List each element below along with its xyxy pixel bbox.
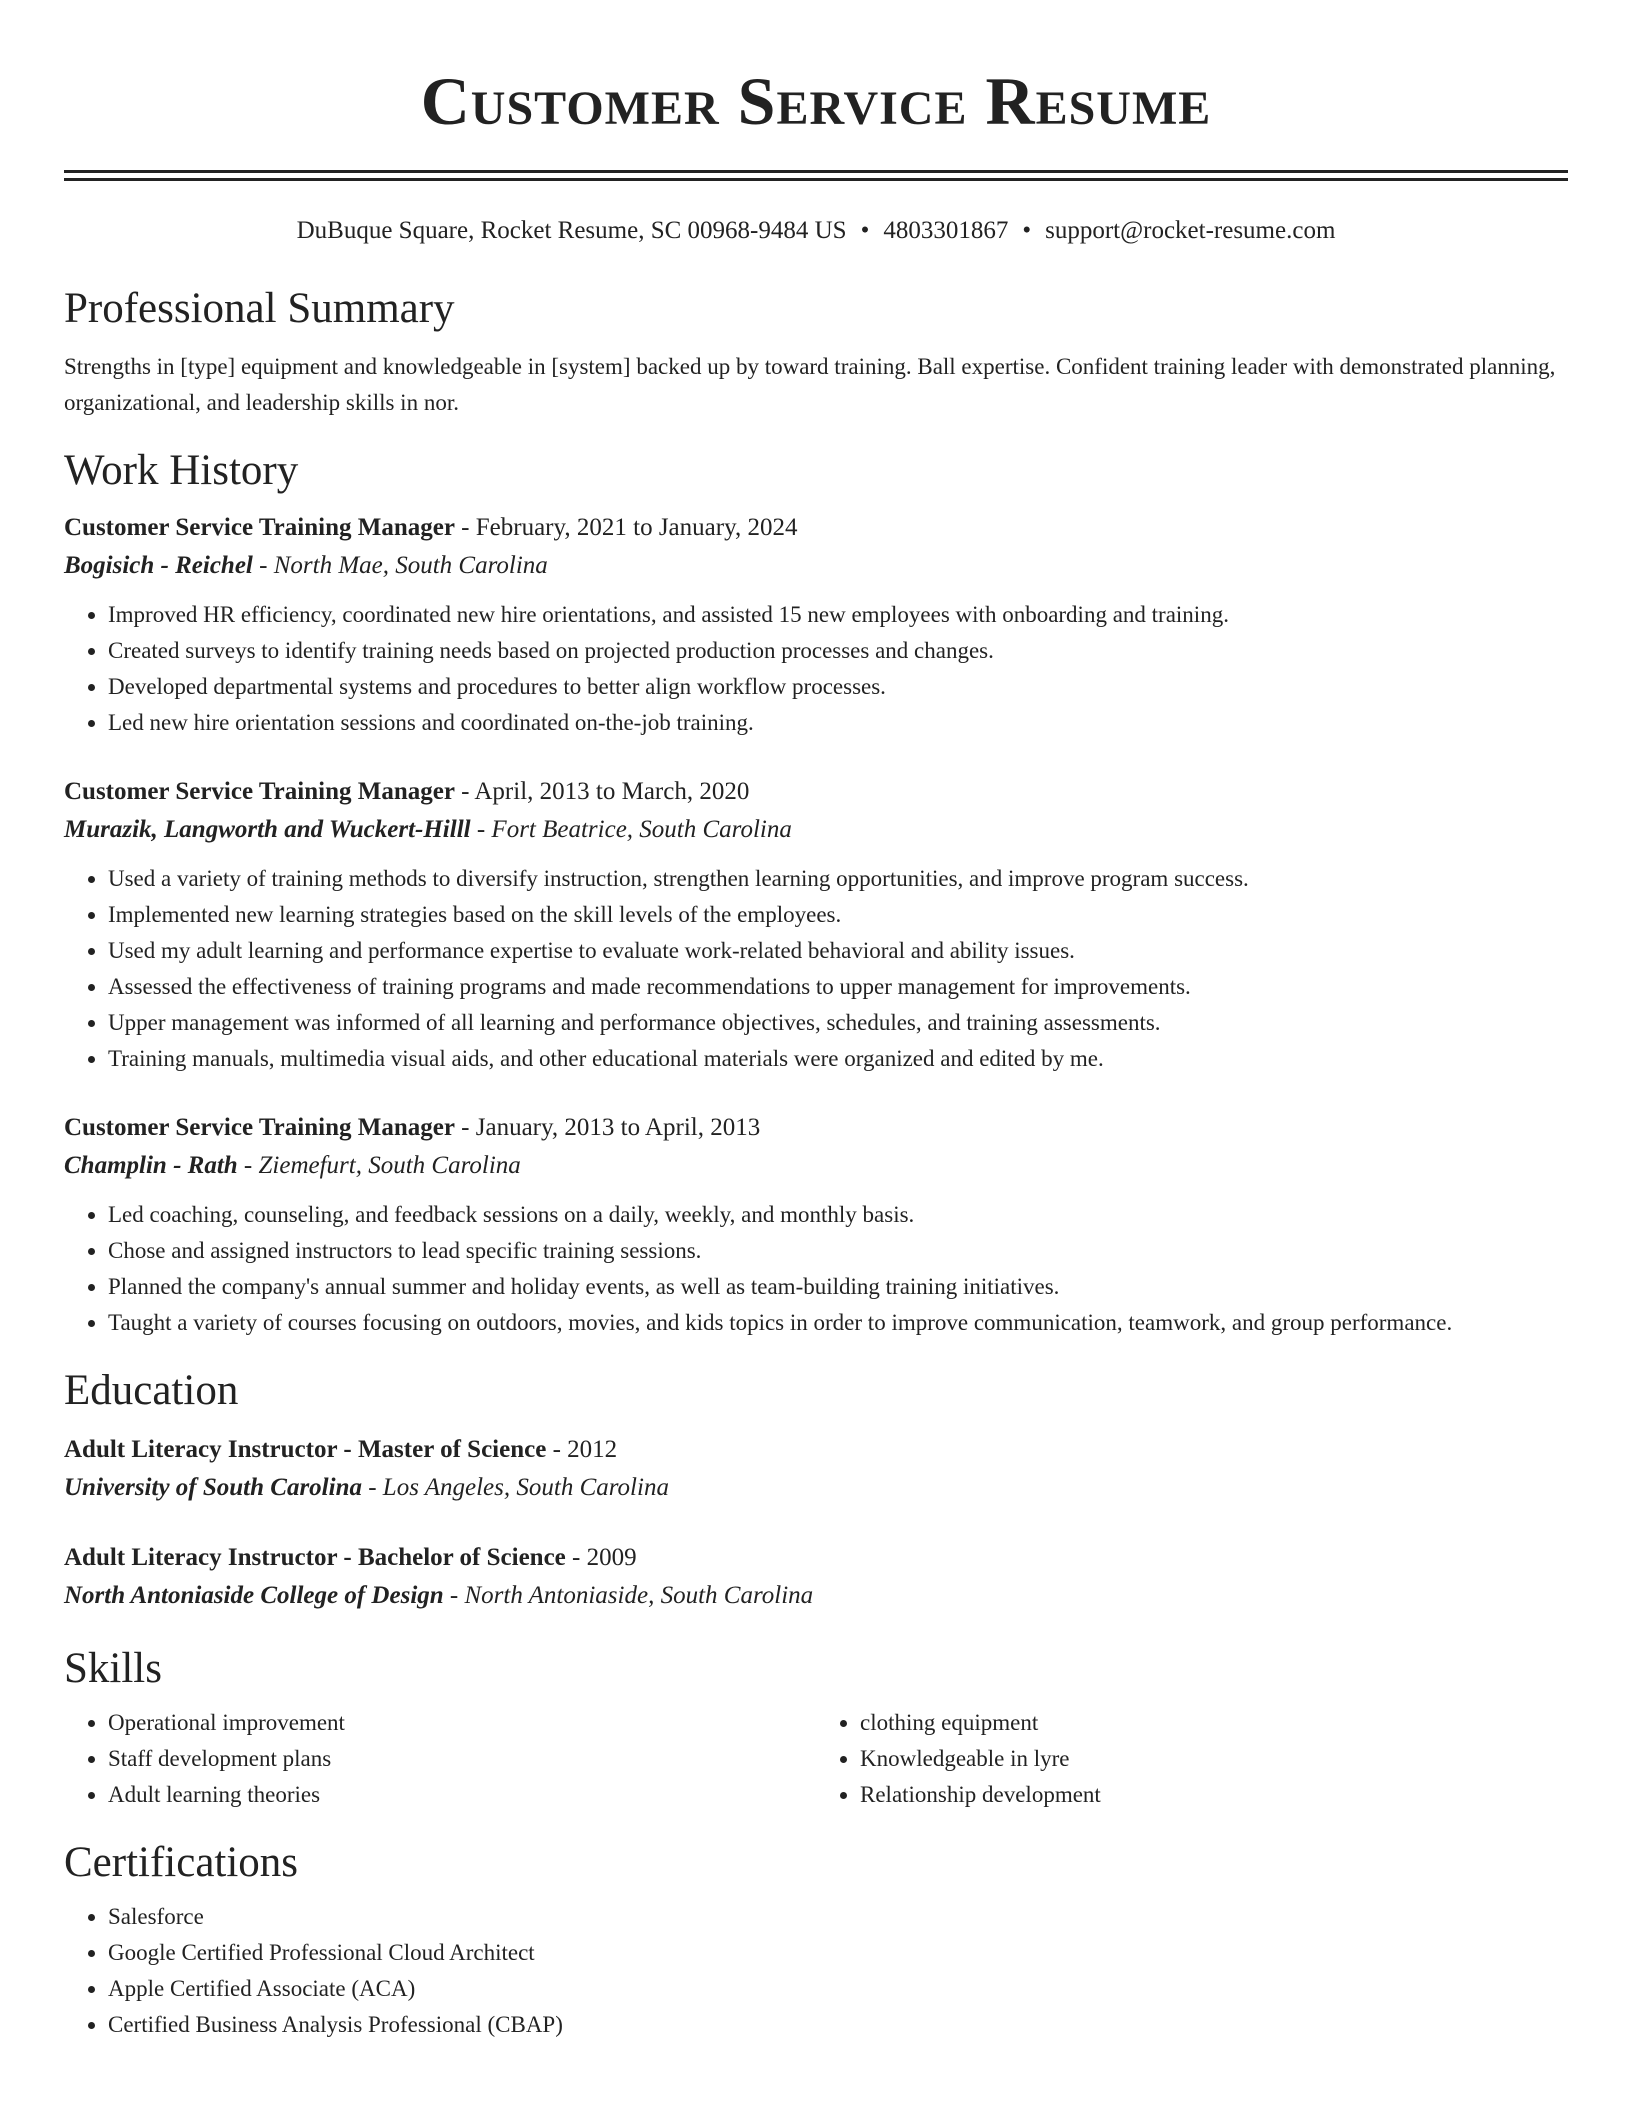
- employer-name: Murazik, Langworth and Wuckert-Hilll: [64, 816, 471, 843]
- list-item: • Salesforce: [108, 1899, 1568, 1935]
- degree-year: - 2009: [565, 1544, 637, 1571]
- summary-text: Strengths in [type] equipment and knowledgeable in [system] backed up by toward training. Ball expertise. Confident training leader with demonstrated planning, organizational, and leadership skills in nor.: [64, 354, 1556, 415]
- employer-line: [64, 547, 1568, 585]
- list-item: • Planned the company's annual summer and holiday events, as well as team-building training initiatives.: [108, 1269, 1568, 1305]
- employer-line: [64, 811, 1568, 849]
- list-item: • Implemented new learning strategies based on the skill levels of the employees.: [108, 897, 1568, 933]
- employer-location: - North Mae, South Carolina: [252, 552, 548, 579]
- employer-line: [64, 1147, 1568, 1185]
- job-entry: [64, 1109, 1568, 1341]
- list-item: • Adult learning theories: [108, 1777, 816, 1813]
- degree-line: [64, 1431, 1568, 1469]
- degree-year: - 2012: [546, 1436, 618, 1463]
- school-name: North Antoniaside College of Design: [64, 1582, 444, 1609]
- job-bullets: [64, 597, 1568, 741]
- work-history-heading: Work History: [64, 447, 299, 494]
- summary-heading: Professional Summary: [64, 285, 455, 332]
- title-double-rule: [64, 170, 1568, 181]
- employer-name: Champlin - Rath: [64, 1152, 238, 1179]
- contact-separator: •: [860, 217, 870, 244]
- job-dates: - April, 2013 to March, 2020: [454, 778, 750, 805]
- job-bullets: [64, 1197, 1568, 1341]
- list-item: • Assessed the effectiveness of training programs and made recommendations to upper management for improvements.: [108, 969, 1568, 1005]
- school-location: - North Antoniaside, South Carolina: [443, 1582, 814, 1609]
- skills-list-right: [816, 1705, 1568, 1813]
- resume-title: Customer Service Resume: [420, 63, 1212, 139]
- job-entry: [64, 773, 1568, 1077]
- list-item: • Relationship development: [860, 1777, 1568, 1813]
- skills-heading: Skills: [64, 1645, 162, 1692]
- job-dates: - February, 2021 to January, 2024: [454, 514, 798, 541]
- job-bullets: [64, 861, 1568, 1077]
- list-item: • Apple Certified Associate (ACA): [108, 1971, 1568, 2007]
- job-title: Customer Service Training Manager: [64, 1114, 455, 1141]
- school-line: [64, 1469, 1568, 1507]
- school-name: University of South Carolina: [64, 1474, 362, 1501]
- degree-line: [64, 1539, 1568, 1577]
- certifications-heading: Certifications: [64, 1839, 299, 1886]
- job-title-line: [64, 1109, 1568, 1147]
- job-dates: - January, 2013 to April, 2013: [454, 1114, 761, 1141]
- school-line: [64, 1577, 1568, 1615]
- contact-separator: •: [1022, 217, 1032, 244]
- list-item: • Taught a variety of courses focusing on outdoors, movies, and kids topics in order to improve communication, teamwork, and group performance.: [108, 1305, 1568, 1341]
- skills-list-left: [64, 1705, 816, 1813]
- list-item: • Training manuals, multimedia visual aids, and other educational materials were organized and edited by me.: [108, 1041, 1568, 1077]
- contact-address: DuBuque Square, Rocket Resume, SC 00968-9484 US: [296, 217, 847, 244]
- job-entry: [64, 509, 1568, 741]
- degree: Adult Literacy Instructor - Master of Science: [64, 1436, 547, 1463]
- list-item: • Upper management was informed of all learning and performance objectives, schedules, and training assessments.: [108, 1005, 1568, 1041]
- degree: Adult Literacy Instructor - Bachelor of Science: [64, 1544, 566, 1571]
- job-title-line: [64, 509, 1568, 547]
- job-title: Customer Service Training Manager: [64, 514, 455, 541]
- list-item: • Chose and assigned instructors to lead specific training sessions.: [108, 1233, 1568, 1269]
- contact-phone: 4803301867: [883, 217, 1009, 244]
- school-location: - Los Angeles, South Carolina: [361, 1474, 669, 1501]
- list-item: • Led new hire orientation sessions and coordinated on-the-job training.: [108, 705, 1568, 741]
- list-item: • Used a variety of training methods to diversify instruction, strengthen learning opportunities, and improve program success.: [108, 861, 1568, 897]
- list-item: • Staff development plans: [108, 1741, 816, 1777]
- list-item: • Google Certified Professional Cloud Architect: [108, 1935, 1568, 1971]
- employer-location: - Fort Beatrice, South Carolina: [470, 816, 792, 843]
- list-item: • Used my adult learning and performance expertise to evaluate work-related behavioral and ability issues.: [108, 933, 1568, 969]
- skills-columns: [64, 1705, 1568, 1813]
- education-entry: [64, 1431, 1568, 1507]
- list-item: • Led coaching, counseling, and feedback sessions on a daily, weekly, and monthly basis.: [108, 1197, 1568, 1233]
- certifications-list: [64, 1899, 1568, 2043]
- employer-name: Bogisich - Reichel: [64, 552, 253, 579]
- education-entry: [64, 1539, 1568, 1615]
- job-title-line: [64, 773, 1568, 811]
- list-item: • Improved HR efficiency, coordinated new hire orientations, and assisted 15 new employees with onboarding and training.: [108, 597, 1568, 633]
- list-item: • Knowledgeable in lyre: [860, 1741, 1568, 1777]
- contact-email: support@rocket-resume.com: [1045, 217, 1336, 244]
- job-title: Customer Service Training Manager: [64, 778, 455, 805]
- list-item: • Operational improvement: [108, 1705, 816, 1741]
- list-item: • clothing equipment: [860, 1705, 1568, 1741]
- list-item: • Created surveys to identify training needs based on projected production processes and changes.: [108, 633, 1568, 669]
- contact-line: [64, 215, 1568, 247]
- employer-location: - Ziemefurt, South Carolina: [237, 1152, 521, 1179]
- list-item: • Certified Business Analysis Professional (CBAP): [108, 2007, 1568, 2043]
- list-item: • Developed departmental systems and procedures to better align workflow processes.: [108, 669, 1568, 705]
- education-heading: Education: [64, 1367, 239, 1414]
